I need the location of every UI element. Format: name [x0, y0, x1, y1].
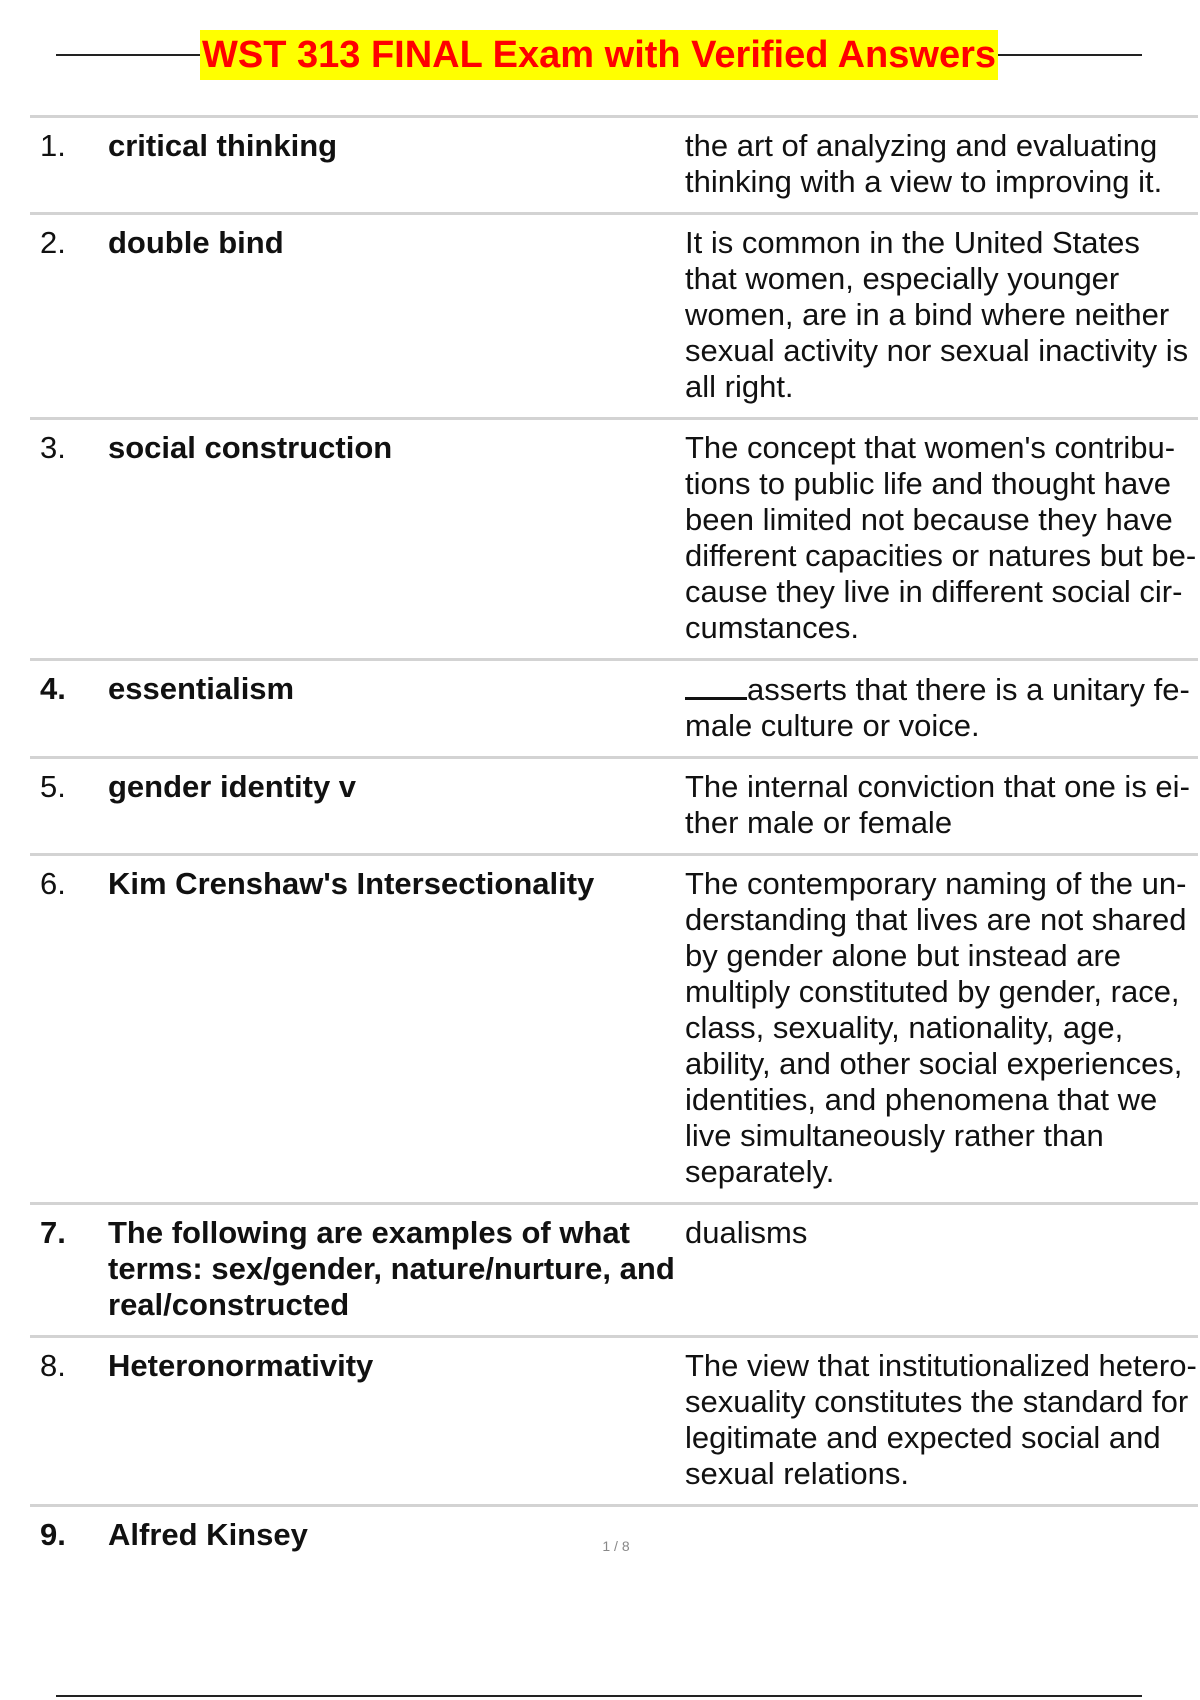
table-row: [30, 419, 1198, 660]
row-term: Heteronormativity: [108, 1348, 374, 1383]
row-term: social construction: [108, 430, 393, 465]
row-term: gender identity v: [108, 769, 357, 804]
row-definition: It is common in the United States that women, especially younger women, are in a bind where neither sexual activity nor sexual inactivity is all right.: [685, 225, 1189, 404]
table-row: [30, 660, 1198, 758]
row-definition: [685, 660, 1198, 758]
flashcard-table: [30, 115, 1198, 1557]
row-term: The following are examples of what terms: sex/gender, nature/nurture, and real/constructed: [108, 1215, 675, 1322]
row-number: 9.: [40, 1517, 66, 1552]
footer-rule: [56, 1695, 1142, 1697]
table-row: [30, 1204, 1198, 1337]
row-number: 1.: [40, 128, 66, 163]
row-term: Alfred Kinsey: [108, 1517, 308, 1552]
table-row: [30, 855, 1198, 1204]
fill-in-blank: [685, 671, 747, 700]
row-definition: The internal conviction that one is either male or female: [685, 769, 1190, 840]
title-rule-right: [998, 54, 1142, 56]
row-number: 6.: [40, 866, 66, 901]
title-rule-left: [56, 54, 200, 56]
row-term: Kim Crenshaw's Intersectionality: [108, 866, 595, 901]
document-title: WST 313 FINAL Exam with Verified Answers: [200, 30, 998, 80]
row-definition: dualisms: [685, 1215, 808, 1250]
document-header: [56, 28, 1142, 82]
row-number: 3.: [40, 430, 66, 465]
row-definition: the art of analyzing and evaluating thinking with a view to improving it.: [685, 128, 1163, 199]
row-term: essentialism: [108, 671, 295, 706]
row-definition-text: asserts that there is a unitary female culture or voice.: [685, 672, 1190, 743]
row-term: critical thinking: [108, 128, 338, 163]
page-indicator: 1 / 8: [602, 1538, 630, 1554]
table-row: [30, 214, 1198, 419]
row-definition: The view that institutionalized heterosexuality constitutes the standard for legitimate and expected social and sexual relations.: [685, 1348, 1197, 1491]
row-number: 4.: [40, 671, 66, 706]
row-number: 5.: [40, 769, 66, 804]
row-term: double bind: [108, 225, 284, 260]
row-number: 8.: [40, 1348, 66, 1383]
table-row: [30, 117, 1198, 214]
row-definition: The contemporary naming of the understanding that lives are not shared by gender alone but instead are multiply constituted by gender, race, class, sexuality, nationality, age, ability, and other social experiences, identities, and phenomena that we live simultaneously rather than separately.: [685, 866, 1187, 1189]
row-number: 2.: [40, 225, 66, 260]
row-number: 7.: [40, 1215, 66, 1250]
table-row: [30, 758, 1198, 855]
row-definition: The concept that women's contributions to public life and thought have been limited not because they have different capacities or natures but because they live in different social circumstances.: [685, 430, 1197, 645]
table-row: [30, 1337, 1198, 1506]
